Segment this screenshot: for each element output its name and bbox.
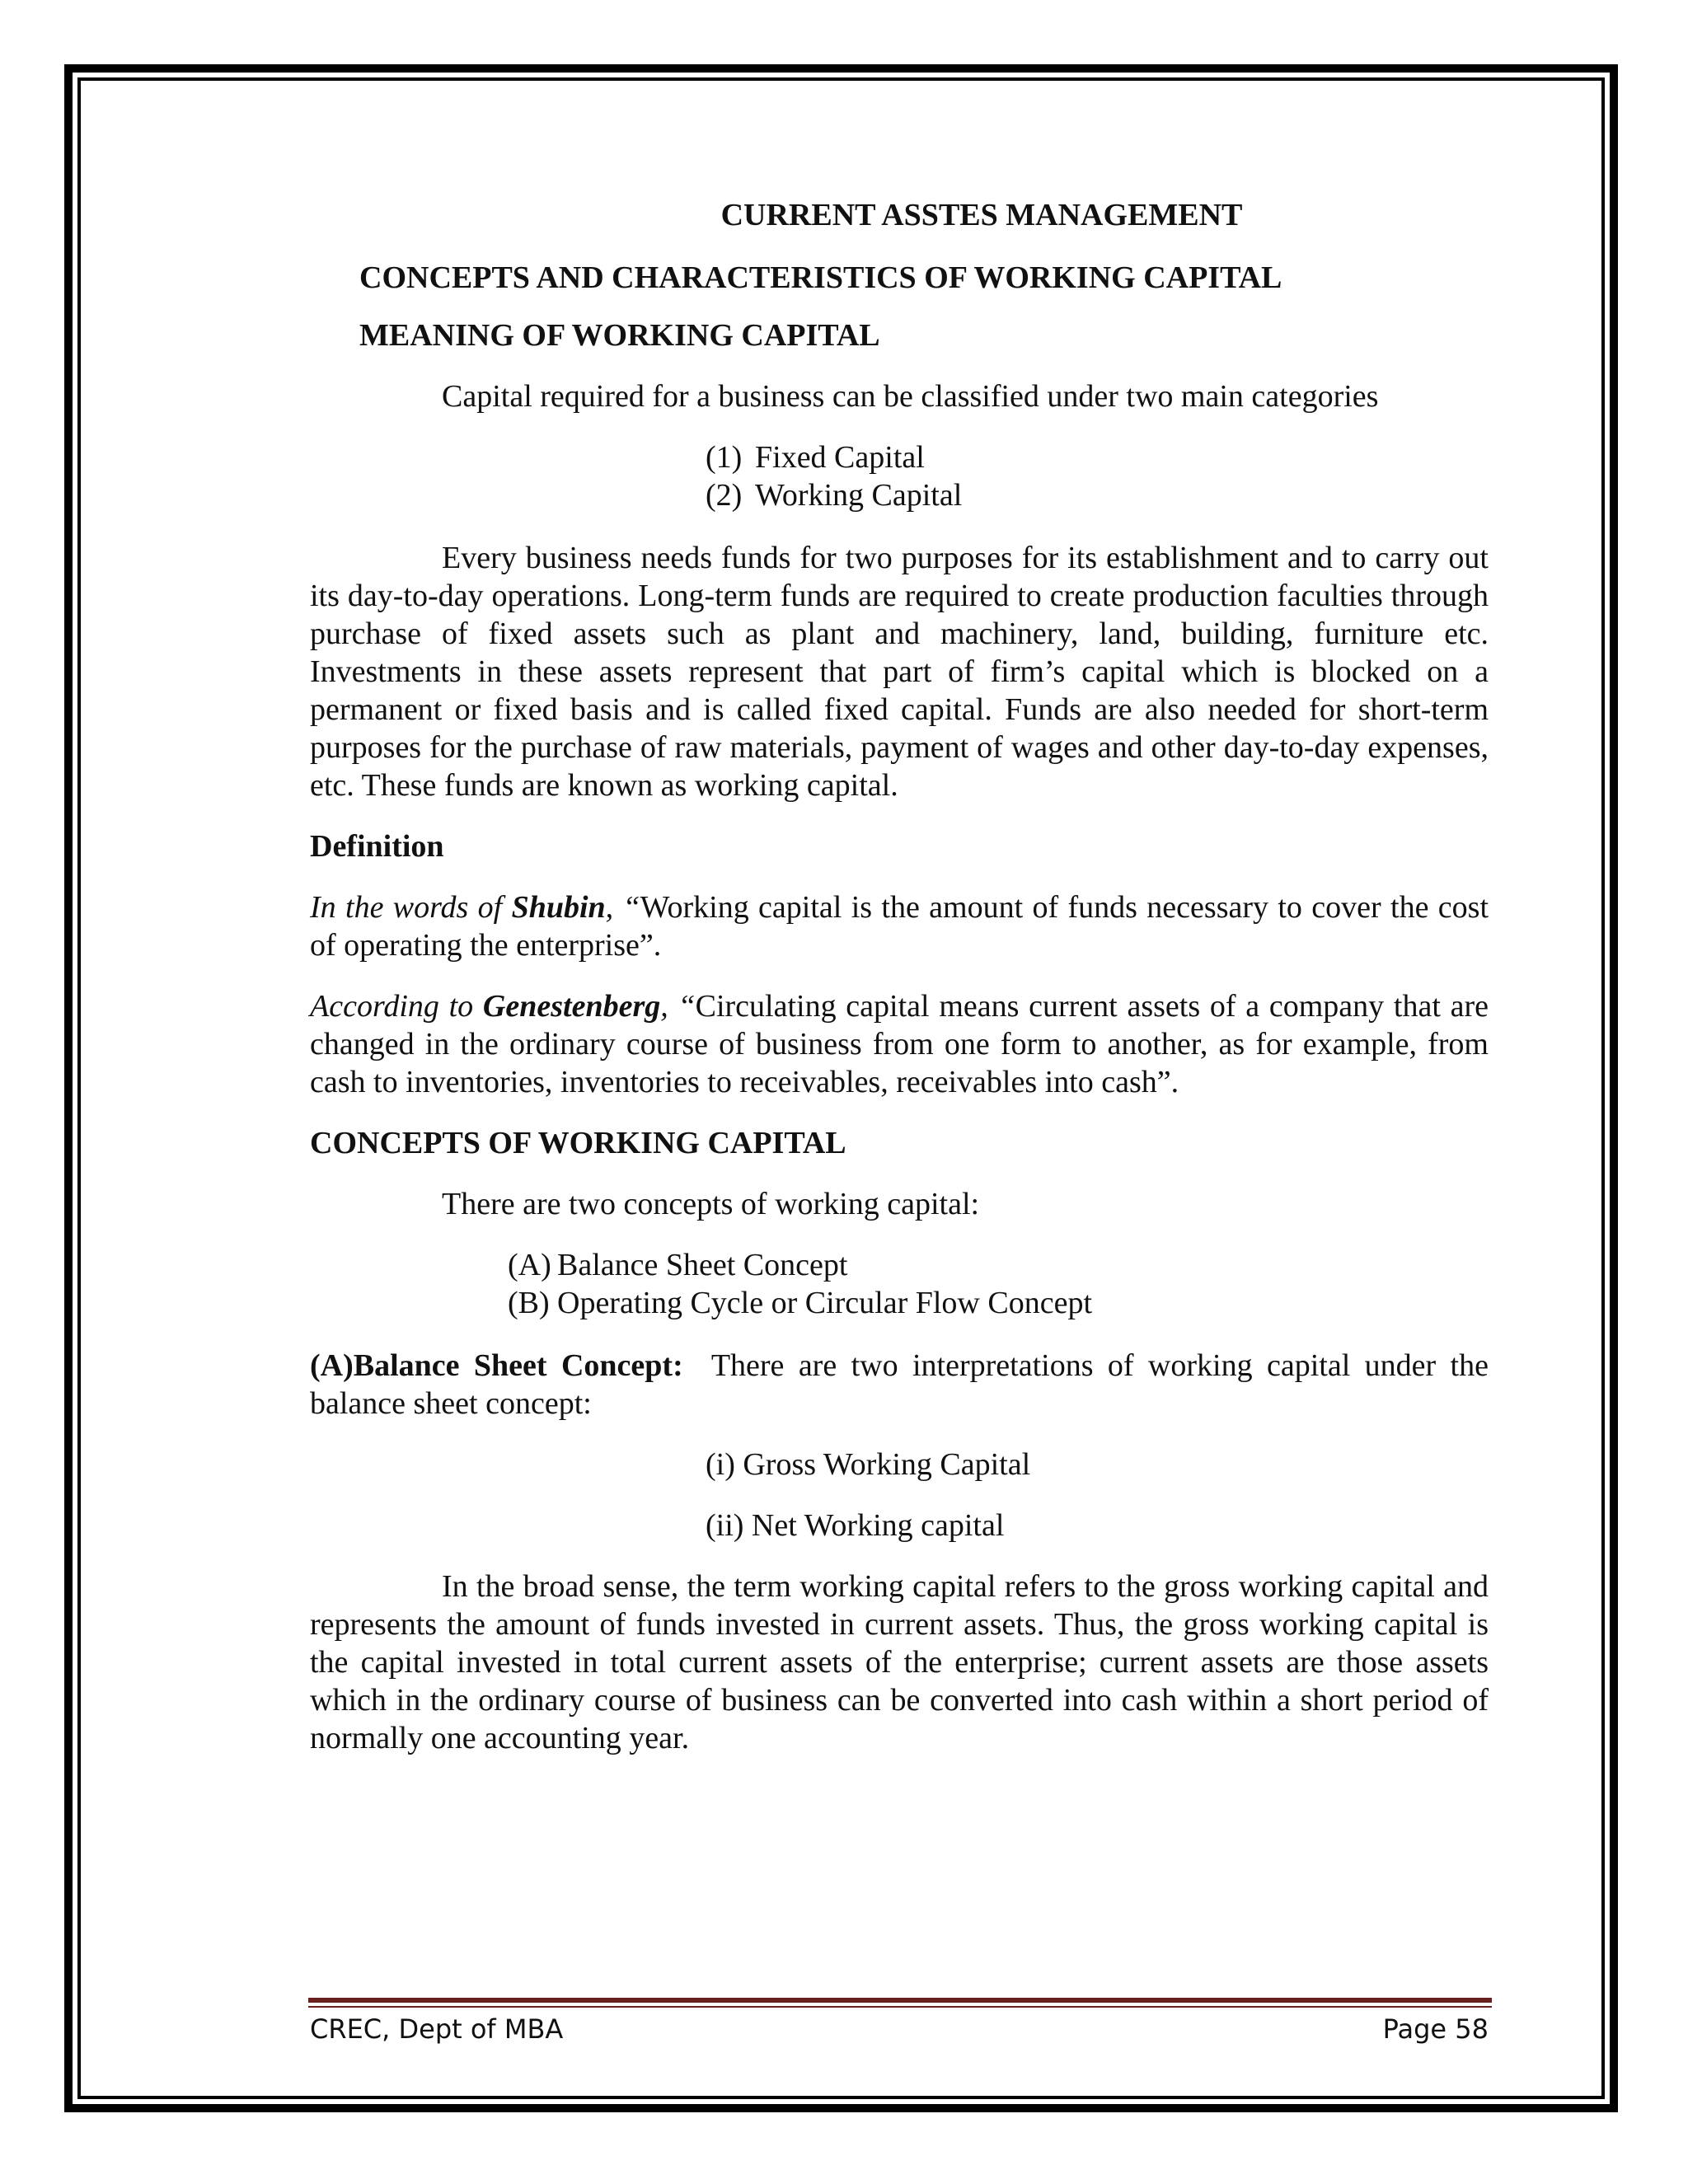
- list-item-text: Operating Cycle or Circular Flow Concept: [557, 1286, 1093, 1320]
- footer-rule-thin: [308, 2006, 1492, 2008]
- list-item-number: (A): [508, 1248, 551, 1282]
- balance-sheet-text: There are two interpretations of working capital under the balance sheet concept:: [310, 1348, 1497, 1421]
- concepts-list: [508, 1246, 1489, 1322]
- concepts-intro: There are two concepts of working capital:: [442, 1187, 980, 1221]
- intro-text: Capital required for a business can be classified under two main categories: [442, 379, 1379, 414]
- page-content: [310, 196, 1497, 1757]
- genestenberg-sep: , “: [660, 989, 696, 1024]
- paragraph-broad-sense: In the broad sense, the term working capital refers to the gross working capital and represents the amount of funds invested in current assets. Thus, the gross working capital is the capital invested in total current assets of the enterprise; current assets are those assets which in the ordinary course of business can be converted into cash within a short period of normally one accounting year.: [310, 1569, 1489, 1755]
- list-item-number: (2): [706, 478, 743, 513]
- list-item-text: Balance Sheet Concept: [557, 1248, 848, 1282]
- genestenberg-quote: Circulating capital means current assets of a company that are changed in the ordinary course of business from one form to another, as for example, from cash to inventories, inventories to receivables, receivables into cash”.: [310, 989, 1489, 1099]
- concepts-heading: CONCEPTS OF WORKING CAPITAL: [310, 1126, 846, 1160]
- shubin-prefix: In the words of: [310, 890, 512, 925]
- page-footer: [310, 2011, 1489, 2047]
- shubin-definition: [310, 888, 1489, 964]
- footer-department: CREC, Dept of MBA: [310, 2013, 564, 2045]
- net-working-capital-item: (ii) Net Working capital: [706, 1508, 1005, 1543]
- page-title: CURRENT ASSTES MANAGEMENT: [720, 198, 1243, 232]
- list-item-text: Fixed Capital: [755, 440, 925, 475]
- list-item-number: (B): [508, 1286, 550, 1320]
- genestenberg-prefix: According to: [310, 989, 483, 1024]
- shubin-name: Shubin: [511, 890, 606, 925]
- list-item-text: Working Capital: [755, 478, 963, 513]
- shubin-quote: Working capital is the amount of funds necessary to cover the cost of operating the enterprise”.: [310, 890, 1489, 963]
- gross-working-capital-item: (i) Gross Working Capital: [706, 1447, 1031, 1482]
- genestenberg-name: Genestenberg: [482, 989, 661, 1024]
- footer-rule-thick: [308, 1998, 1492, 2003]
- footer-page-number: Page 58: [1382, 2013, 1489, 2045]
- heading-meaning: MEANING OF WORKING CAPITAL: [359, 318, 880, 353]
- genestenberg-definition: [310, 987, 1489, 1101]
- heading-concepts-characteristics: CONCEPTS AND CHARACTERISTICS OF WORKING CAPITAL: [359, 260, 1282, 295]
- list-item: [706, 438, 1489, 476]
- list-item: [706, 476, 1489, 514]
- balance-sheet-label: (A)Balance Sheet Concept:: [310, 1348, 683, 1383]
- capital-list: [706, 438, 1489, 514]
- balance-sheet-concept: [310, 1347, 1497, 1422]
- definition-heading: Definition: [310, 829, 444, 864]
- list-item: [508, 1246, 1489, 1284]
- list-item: [508, 1284, 1489, 1322]
- shubin-sep: , “: [605, 890, 640, 925]
- paragraph-funds: Every business needs funds for two purposes for its establishment and to carry out its day-to-day operations. Long-term funds are required to create production faculties through purchase of fixed assets such as plant and machinery, land, building, furniture etc. Investments in these assets represent that part of firm’s capital which is blocked on a permanent or fixed basis and is called fixed capital. Funds are also needed for short-term purposes for the purchase of raw materials, payment of wages and other day-to-day expenses, etc. These funds are known as working capital.: [310, 541, 1489, 803]
- list-item-number: (1): [706, 440, 743, 475]
